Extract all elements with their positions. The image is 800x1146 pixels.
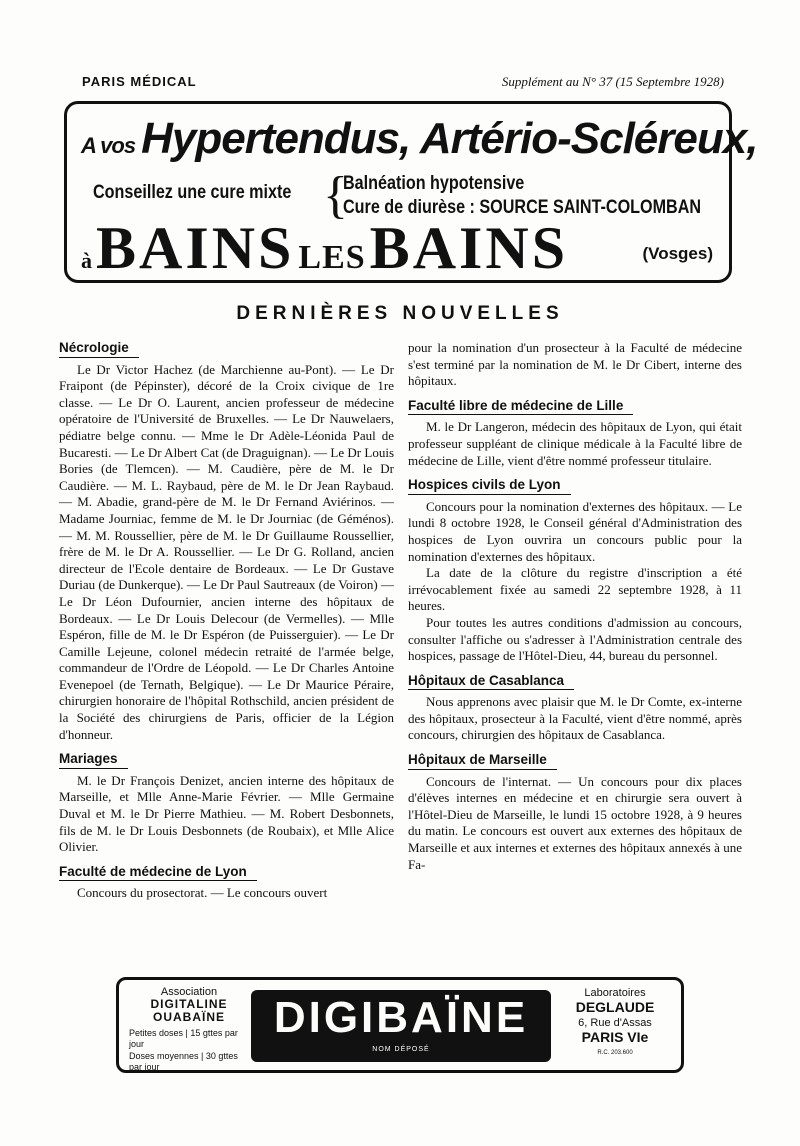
section-title: DERNIÈRES NOUVELLES (236, 303, 564, 324)
advert-digibaine (116, 977, 684, 1073)
brace-glyph: { (323, 167, 348, 224)
heading-casablanca: Hôpitaux de Casablanca (408, 673, 574, 691)
mariages-text: M. le Dr François Denizet, ancien interne des hôpitaux de Marseille, et Mlle Anne-Marie Février. — Mlle Germaine Duval et M. le Dr Pierre Mathieu. — M. Robert Desbonnets, fils de M. le Dr Louis Desbonnets (de Roubaix), et Mlle Alice Olivier. (59, 772, 394, 855)
advert-association: Association DIGITALINE OUABAÏNE Petites doses | 15 gttes par jour Doses moyennes | 30 gttes par jour (129, 986, 238, 1072)
heading-mariages: Mariages (59, 751, 128, 769)
running-head-left: PARIS MÉDICAL (82, 74, 197, 89)
running-head-right: Supplément au N° 37 (15 Septembre 1928) (501, 74, 724, 89)
marseille-text: Concours de l'internat. — Un concours pour dix places d'élèves internes en médecine et en chirurgie sera ouvert à l'Hôtel-Dieu de Marseille, le lundi 15 octobre 1928, à 9 heures du matin. Le concours est ouvert aux externes des hôpitaux de Marseille et aux internes et externes des hôpitaux annexés à une Fa- (408, 773, 742, 872)
casablanca-text: Nous apprenons avec plaisir que M. le Dr Comte, ex-interne des hôpitaux, prosecteur à la Faculté, vient d'être nommé, après concours, chirurgien des hôpitaux de Casablanca. (408, 694, 742, 743)
advert-digibaine-logo: DIGIBAÏNE NOM DÉPOSÉ (251, 990, 551, 1062)
faculte-lyon-text: Concours du prosectorat. — Le concours ouvert (77, 885, 328, 901)
advert-conseil: Conseillez une cure mixte (93, 182, 292, 203)
lille-text: M. le Dr Langeron, médecin des hôpitaux de Lyon, qui était professeur suppléant de clinique médicale à la Faculté libre de médecine de Lille, vient d'être nommé professeur titulaire. (408, 419, 742, 468)
advert-laboratoires: Laboratoires DEGLAUDE 6, Rue d'Assas PARIS VIe R.C. 203.600 (575, 987, 655, 1056)
advert-brand: à BAINS LES BAINS (81, 215, 569, 281)
right-column (408, 340, 742, 873)
heading-necrologie: Nécrologie (59, 340, 139, 358)
hospices-text-1: Concours pour la nomination d'externes des hôpitaux. — Le lundi 8 octobre 1928, le Conseil général d'Administration des hospices de Lyon ouvrira un concours public pour la nomination d'externes des hôpitaux. (408, 498, 742, 564)
left-column (59, 340, 394, 902)
advert-headline: A vos Hypertendus, Artério-Scléreux, (81, 114, 758, 163)
advert-bains-les-bains (64, 101, 758, 283)
heading-hospices: Hospices civils de Lyon (408, 477, 571, 495)
hospices-text-3: Pour toutes les autres conditions d'admission au concours, consulter l'affiche ou s'adresser à l'Administration centrale des hospices, passage de l'Hôtel-Dieu, 44, bureau du personnel. (408, 614, 742, 664)
heading-marseille: Hôpitaux de Marseille (408, 752, 557, 770)
lyon-continuation: pour la nomination d'un prosecteur à la Faculté de médecine s'est terminé par la nomination de M. le Dr Cibert, interne des hôpitaux. (408, 340, 742, 389)
necrologie-text: Le Dr Victor Hachez (de Marchienne au-Pont). — Le Dr Fraipont (de Pépinster), décoré de la Croix civique de 1re classe. — Le Dr O. Laurent, ancien professeur de médecine opératoire de l'Université de Bruxelles. — Le Dr Nauwelaers, pédiatre belge connu. — Mme le Dr Adèle-Léonida Paul de Bucaresti. — Le Dr Albert Cat (de Draguignan). — Le Dr Louis Bories (de Tlemcen). — M. Caudière, père de M. le Dr Caudière. — M. L. Raybaud, père de M. le Dr Jean Raybaud. — M. Abadie, grand-père de M. le Dr Fernand Aviérinos. — Madame Journiac, femme de M. le Dr Journiac (de Géménos). — M. M. Roussellier, père de M. le Dr Guillaume Roussellier, frère de M. le Dr A. Roussellier. — Le Dr G. Rolland, ancien directeur de l'Ecole dentaire de Bordeaux. — Le Dr Gustave Duriau (de Dunkerque). — Le Dr Paul Sautreaux (de Voiron) — Le Dr Léon Dufournier, ancien interne des hôpitaux de Bordeaux. — Le Dr Louis Delecour (de Vermelles). — Mlle Espéron, fille de M. le Dr Espéron (de Puisserguier). — Le Dr Camille Lejeune, colonel médecin retraité de l'armée belge, commandeur de l'Ordre de Léopold. — Le Dr Charles Antoine Evenepoel (de Ternath, Belgique). — Le Dr Maurice Péraire, chirurgien honoraire de l'hôpital Rothschild, ancien président de la Société des chirurgiens de Paris, officier de la Légion d'honneur. (59, 361, 394, 742)
advert-vosges: (Vosges) (642, 244, 713, 263)
heading-faculte-lyon: Faculté de médecine de Lyon (59, 864, 257, 882)
heading-lille: Faculté libre de médecine de Lille (408, 398, 633, 416)
advert-options: Balnéation hypotensive Cure de diurèse : SOURCE SAINT-COLOMBAN (343, 173, 702, 218)
hospices-text-2: La date de la clôture du registre d'inscription a été irrévocablement fixée au samedi 22 septembre 1928, à 11 heures. (408, 565, 742, 614)
